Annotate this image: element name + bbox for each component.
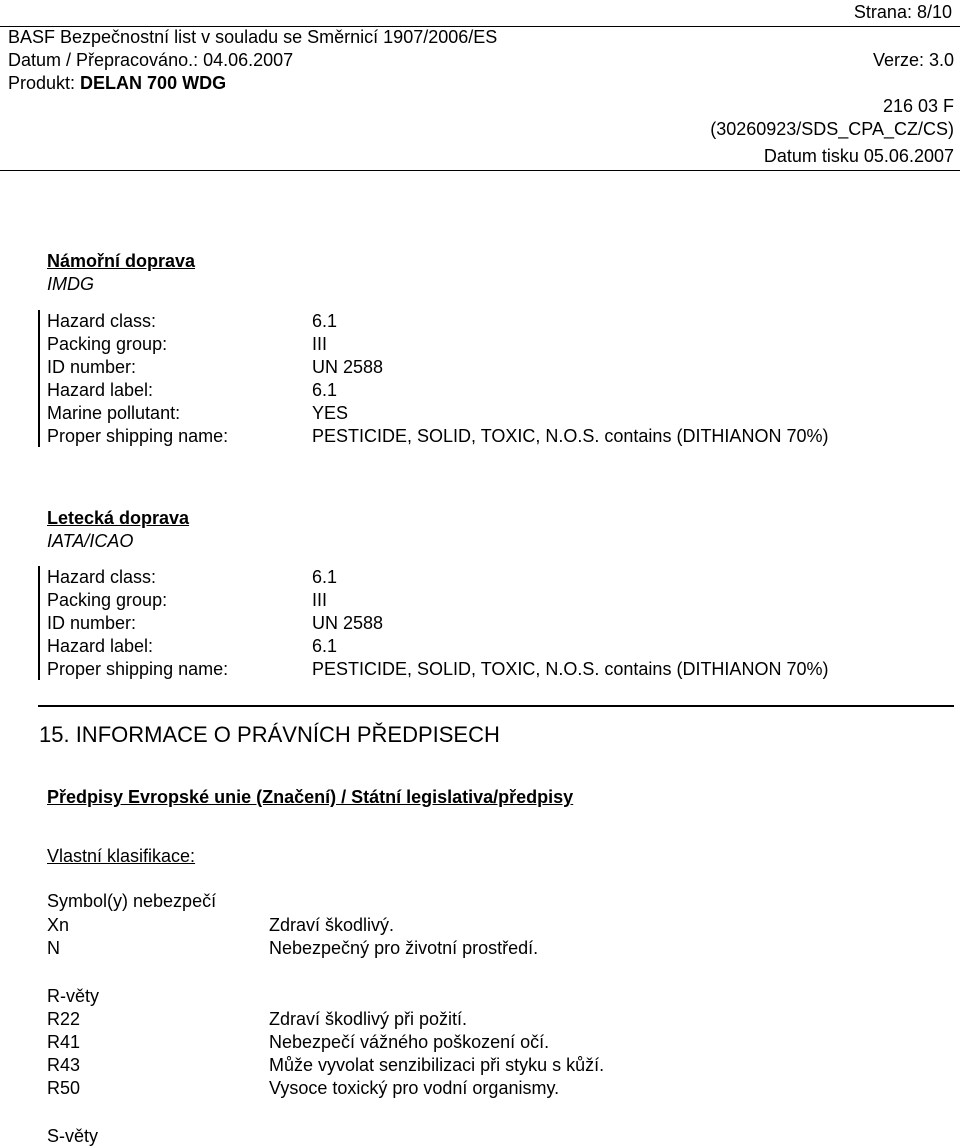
hazard-symbol-value: Zdraví škodlivý. xyxy=(269,915,395,935)
sea-row-label: Hazard label: xyxy=(47,380,154,400)
document-title: BASF Bezpečnostní list v souladu se Směrnicí 1907/2006/ES xyxy=(8,27,498,47)
r-phrase-value: Zdraví škodlivý při požití. xyxy=(269,1009,468,1029)
air-row-value: 6.1 xyxy=(312,567,338,587)
s-phrases-title: S-věty xyxy=(47,1126,99,1146)
r-phrase-label: R43 xyxy=(47,1055,81,1075)
air-row-label: Hazard class: xyxy=(47,567,157,587)
section-15-heading: 15. INFORMACE O PRÁVNÍCH PŘEDPISECH xyxy=(39,722,500,747)
section-rule xyxy=(38,705,954,707)
header-bottom-rule xyxy=(0,170,960,171)
sea-row-value: YES xyxy=(312,403,349,423)
r-phrase-label: R22 xyxy=(47,1009,81,1029)
air-transport-subtitle: IATA/ICAO xyxy=(47,531,134,551)
version: Verze: 3.0 xyxy=(872,50,954,70)
sea-row-label: Packing group: xyxy=(47,334,168,354)
sea-row-label: ID number: xyxy=(47,357,137,377)
product-line xyxy=(8,72,226,95)
air-row-value: 6.1 xyxy=(312,636,338,656)
sea-row-value: 6.1 xyxy=(312,311,338,331)
product-prefix: Produkt: xyxy=(8,73,81,93)
air-row-label: Hazard label: xyxy=(47,636,154,656)
sea-row-value: PESTICIDE, SOLID, TOXIC, N.O.S. contains (DITHIANON 70%) xyxy=(312,426,829,446)
hazard-symbol-value: Nebezpečný pro životní prostředí. xyxy=(269,938,539,958)
own-classification-label: Vlastní klasifikace: xyxy=(47,846,196,866)
revision-date: Datum / Přepracováno.: 04.06.2007 xyxy=(8,50,294,70)
sds-code: (30260923/SDS_CPA_CZ/CS) xyxy=(710,119,954,139)
sea-row-value: 6.1 xyxy=(312,380,338,400)
r-phrase-label: R41 xyxy=(47,1032,81,1052)
air-table-bar xyxy=(38,566,40,680)
sea-table-bar xyxy=(38,310,40,447)
sea-transport-subtitle: IMDG xyxy=(47,274,94,294)
eu-regulations-subheading: Předpisy Evropské unie (Značení) / Státní legislativa/předpisy xyxy=(47,787,574,807)
sea-row-value: UN 2588 xyxy=(312,357,384,377)
r-phrase-label: R50 xyxy=(47,1078,81,1098)
hazard-symbol-label: N xyxy=(47,938,60,958)
sea-row-label: Marine pollutant: xyxy=(47,403,181,423)
air-row-label: ID number: xyxy=(47,613,137,633)
r-phrase-value: Nebezpečí vážného poškození očí. xyxy=(269,1032,550,1052)
sea-transport-title: Námořní doprava xyxy=(47,251,196,271)
product-code: 216 03 F xyxy=(882,96,954,116)
sea-row-label: Hazard class: xyxy=(47,311,157,331)
air-row-value: III xyxy=(312,590,328,610)
sea-row-value: III xyxy=(312,334,328,354)
air-row-label: Packing group: xyxy=(47,590,168,610)
air-row-value: PESTICIDE, SOLID, TOXIC, N.O.S. contains (DITHIANON 70%) xyxy=(312,659,829,679)
sea-row-label: Proper shipping name: xyxy=(47,426,229,446)
print-date: Datum tisku 05.06.2007 xyxy=(763,146,954,166)
hazard-symbol-label: Xn xyxy=(47,915,70,935)
r-phrase-value: Vysoce toxický pro vodní organismy. xyxy=(269,1078,560,1098)
page-number: Strana: 8/10 xyxy=(853,2,952,22)
air-row-value: UN 2588 xyxy=(312,613,384,633)
hazard-symbols-title: Symbol(y) nebezpečí xyxy=(47,891,217,911)
product-name: DELAN 700 WDG xyxy=(80,73,227,93)
r-phrase-value: Může vyvolat senzibilizaci při styku s kůží. xyxy=(269,1055,605,1075)
air-transport-title: Letecká doprava xyxy=(47,508,190,528)
r-phrases-title: R-věty xyxy=(47,986,100,1006)
air-row-label: Proper shipping name: xyxy=(47,659,229,679)
